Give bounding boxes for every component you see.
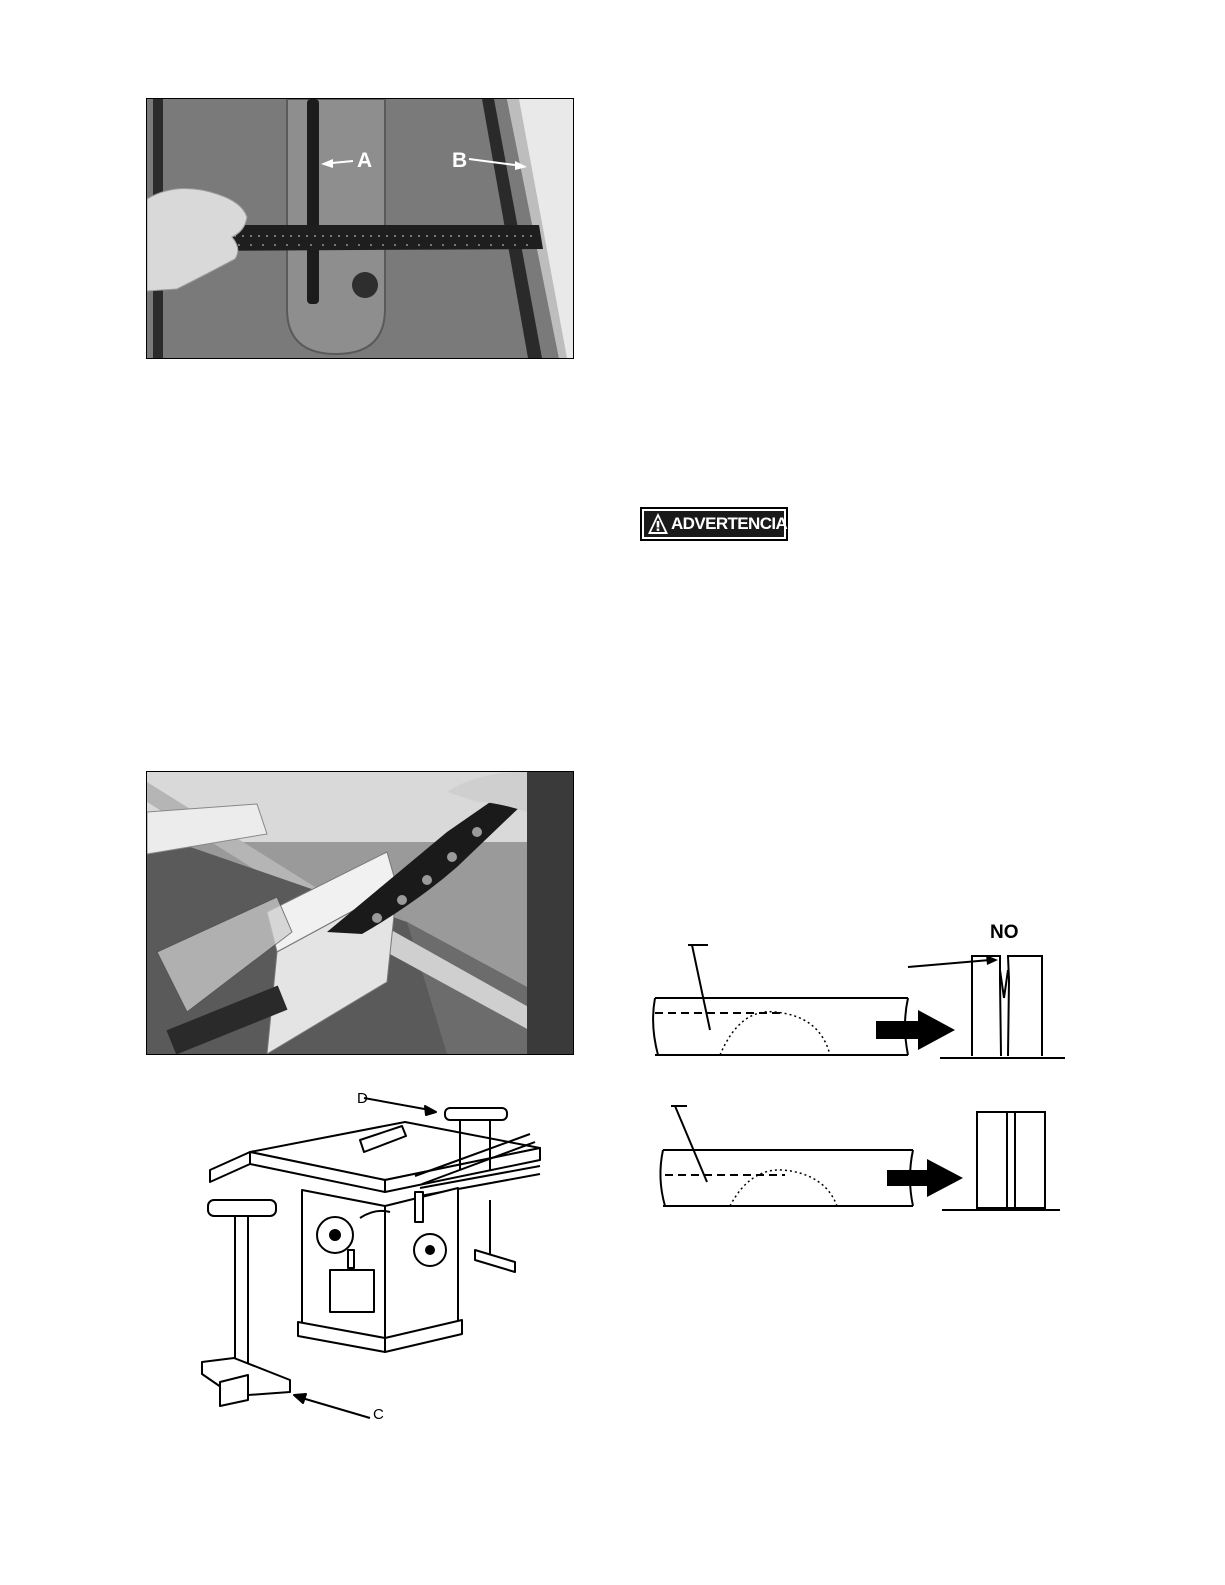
label-b: B bbox=[452, 149, 468, 172]
label-no: NO bbox=[990, 922, 1019, 943]
drawing-outfeed-support bbox=[190, 1090, 550, 1430]
label-c: C bbox=[373, 1406, 384, 1423]
warning-label: ADVERTENCIA bbox=[671, 514, 788, 533]
diagram-kickback-incorrect bbox=[650, 920, 1070, 1065]
warning-triangle-icon bbox=[647, 512, 669, 536]
label-a: A bbox=[357, 149, 373, 172]
photo-blade-parallel-measurement bbox=[146, 98, 574, 359]
warning-badge bbox=[640, 507, 788, 541]
label-d: D bbox=[357, 1090, 368, 1107]
diagram-kickback-correct bbox=[655, 1098, 1075, 1218]
photo-push-stick-ripping bbox=[146, 771, 574, 1055]
